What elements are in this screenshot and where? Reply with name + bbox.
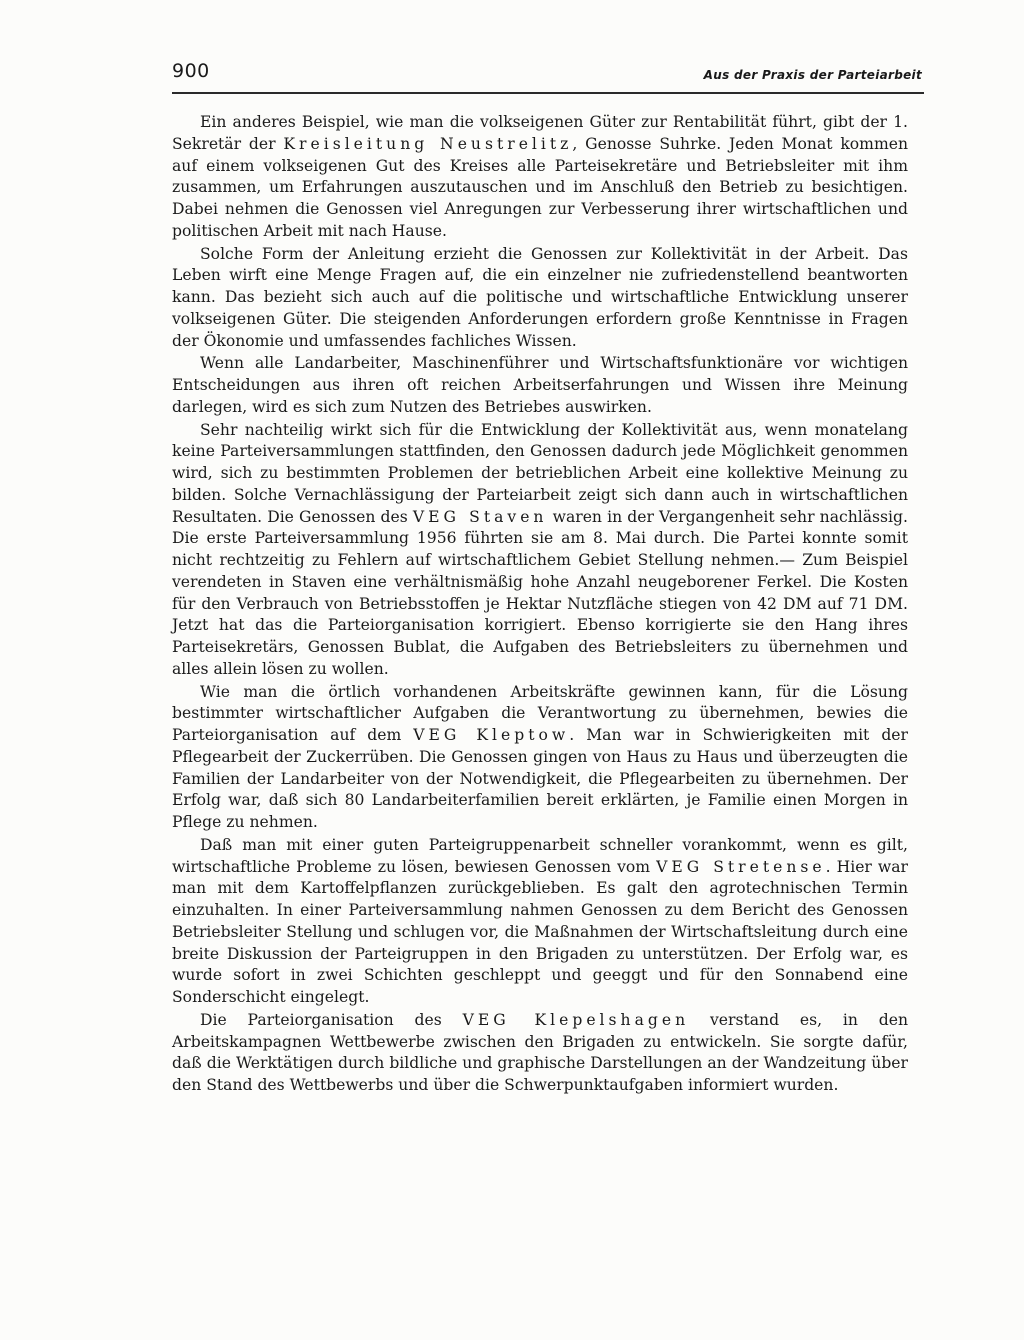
paragraph [172,353,908,418]
paragraph-text: Sehr nachteilig wirkt sich für die Entwicklung der Kollektivität aus, wenn monatelang keine Parteiversammlungen stattfinden, den Genossen dadurch jede Möglichkeit genommen wird, sich zu bestimmten Problemen der betrieblichen Arbeit eine kollektive Meinung zu bilden. Solche Vernachlässigung der Parteiarbeit zeigt sich dann auch in wirtschaftlichen Resultaten. Die Genossen des [172,420,908,526]
emphasized-name: VEG Staven [412,507,548,526]
page-number: 900 [172,60,210,82]
paragraph [172,835,908,1009]
paragraph [172,244,908,353]
paragraph-text: Daß man mit einer guten Parteigruppenarbeit schneller vorankommt, wenn es gilt, wirtschaftliche Probleme zu lösen, bewiesen Genossen vom [172,835,908,876]
emphasized-name: VEG Kleptow [413,726,570,744]
emphasized-name: VEG Klepelshagen [462,1010,690,1029]
paragraph-text: verstand es, in den Arbeitskampagnen Wettbewerbe zwischen den Brigaden zu entwickeln. Sie sorgte dafür, daß die Werktätigen durch bildliche und graphische Darstellungen an der Wandzeitung über den Stand des Wettbewerbs und über die Schwerpunktaufgaben informiert wurden. [172,1010,908,1094]
paragraph [172,1010,908,1097]
running-title: Aus der Praxis der Parteiarbeit [703,68,922,82]
paragraph-text: Ein anderes Beispiel, wie man die volkseigenen Güter zur Rentabilität führt, gibt der 1. Sekretär der [172,113,908,153]
page-header [172,58,924,94]
paragraph-text: waren in der Vergangenheit sehr nachlässig. Die erste Parteiversammlung 1956 führten sie am 8. Mai durch. Die Partei konnte somit nicht rechtzeitig zu Fehlern auf wirtschaftlichem Gebiet Stellung nehmen.— Zum Beispiel verendeten in Staven eine verhältnismäßig hohe Anzahl neugeborener Ferkel. Die Kosten für den Verbrauch von Betriebsstoffen je Hektar Nutzfläche stiegen von 42 DM auf 71 DM. Jetzt hat das die Parteiorganisation korrigiert. Ebenso korrigierte sie den Hang ihres Parteisekretärs, Genossen Bublat, die Aufgaben des Betriebsleiters zu übernehmen und alles allein lösen zu wollen. [172,507,908,678]
body-text [172,112,908,1098]
paragraph-text: Die Parteiorganisation des [200,1010,463,1029]
paragraph-text: Wie man die örtlich vorhandenen Arbeitskräfte gewinnen kann, für die Lösung bestimmter wirtschaftlicher Aufgaben die Verantwortung zu übernehmen, bewies die Parteiorganisation auf dem [172,682,908,744]
paragraph-text: . Man war in Schwierigkeiten mit der Pflegearbeit der Zuckerrüben. Die Genossen gingen von Haus zu Haus und überzeugten die Familien der Landarbeiter von der Notwendigkeit, die Pflegearbeiten zu übernehmen. Der Erfolg war, daß sich 80 Landarbeiterfamilien bereit erklärten, je Familie einen Morgen in Pflege zu nehmen. [172,726,908,831]
paragraph-text: , Genosse Suhrke. Jeden Monat kommen auf einem volkseigenen Gut des Kreises alle Parteisekretäre und Betriebsleiter mit ihm zusammen, um Erfahrungen auszutauschen und im Anschluß den Betrieb zu besichtigen. Dabei nehmen die Genossen viel Anregungen zur Verbesserung ihrer wirtschaftlichen und politischen Arbeit mit nach Hause. [172,134,909,240]
paragraph [172,420,908,681]
paragraph-text: . Hier war man mit dem Kartoffelpflanzen zurückgeblieben. Es galt den agrotechnischen Termin einzuhalten. In einer Parteiversammlung nahmen Genossen zu dem Bericht des Genossen Betriebsleiter Stellung und schlugen vor, die Maßnahmen der Wirtschaftsleitung durch eine breite Diskussion der Parteigruppen in den Brigaden zu unterstützen. Der Erfolg war, es wurde sofort in zwei Schichten geschleppt und geeggt und für den Sonnabend eine Sonderschicht eingelegt. [172,857,908,1006]
emphasized-name: Kreisleitung Neustrelitz [283,134,573,153]
paragraph [172,682,908,834]
paragraph-text: Solche Form der Anleitung erzieht die Genossen zur Kollektivität in der Arbeit. Das Leben wirft eine Menge Fragen auf, die ein einzelner nie zufriedenstellend beantworten kann. Das bezieht sich auch auf die politische und wirtschaftliche Entwicklung unserer volkseigenen Güter. Die steigenden Anforderungen erfordern große Kenntnisse in Fragen der Ökonomie und umfassendes fachliches Wissen. [172,244,908,350]
emphasized-name: VEG Stretense [656,857,826,876]
paragraph [172,112,908,243]
paragraph-text: Wenn alle Landarbeiter, Maschinenführer und Wirtschaftsfunktionäre vor wichtigen Entscheidungen aus ihren oft reichen Arbeitserfahrungen und Wissen ihre Meinung darlegen, wird es sich zum Nutzen des Betriebes auswirken. [172,354,908,416]
